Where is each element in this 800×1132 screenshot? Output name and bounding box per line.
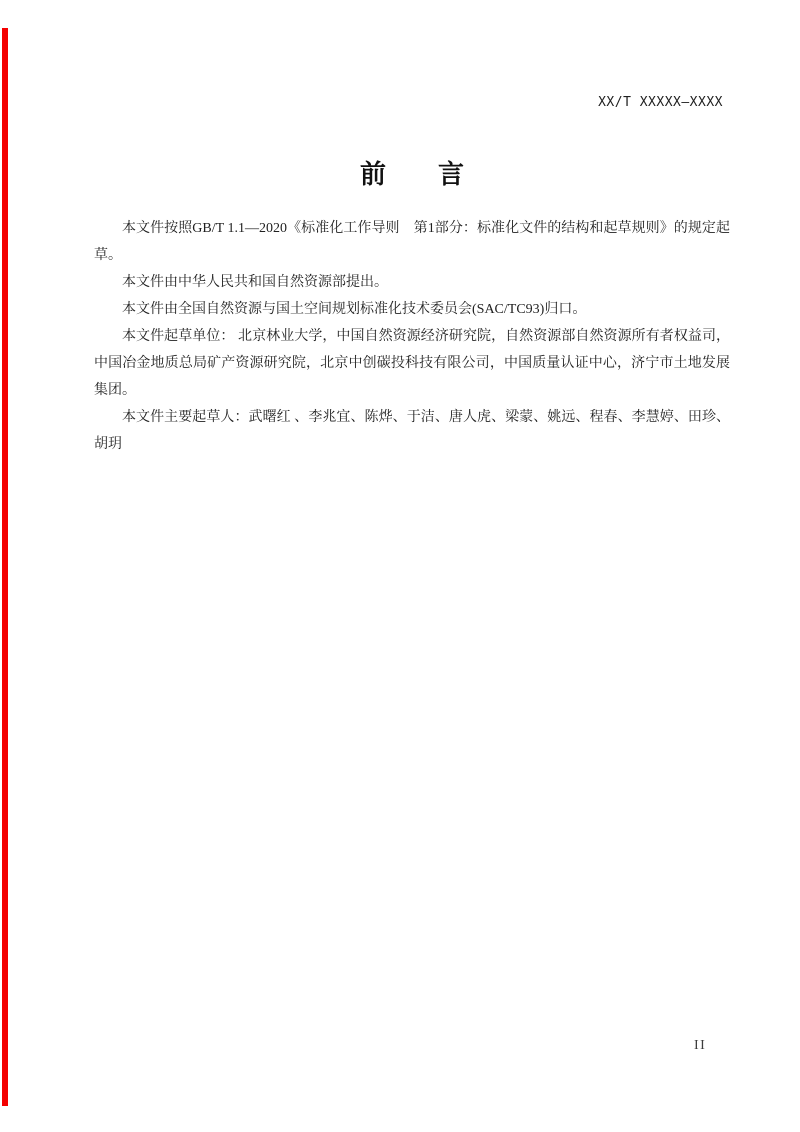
- paragraph-drafting-rules: 本文件按照GB/T 1.1—2020《标准化工作导则 第1部分：标准化文件的结构和起草规则》的规定起草。: [94, 221, 730, 263]
- foreword-title: 前 言: [359, 159, 464, 189]
- foreword-body: [94, 215, 730, 458]
- paragraph-centralized-by: 本文件由全国自然资源与国土空间规划标准化技术委员会(SAC/TC93)归口。: [122, 302, 587, 317]
- paragraph-main-drafters: 本文件主要起草人：武曙红 、李兆宜、陈烨、于洁、唐人虎、梁蒙、姚远、程春、李慧婷、田珍、胡玥: [94, 410, 730, 452]
- page-number: II: [694, 1038, 707, 1053]
- revision-bar: [2, 28, 8, 1106]
- standard-code: XX/T XXXXX—XXXX: [598, 95, 723, 110]
- paragraph-drafting-organizations: 本文件起草单位： 北京林业大学，中国自然资源经济研究院，自然资源部自然资源所有者权益司，中国冶金地质总局矿产资源研究院，北京中创碳投科技有限公司，中国质量认证中心，济宁市土地发展集团。: [94, 329, 730, 398]
- paragraph-proposed-by: 本文件由中华人民共和国自然资源部提出。: [122, 275, 388, 290]
